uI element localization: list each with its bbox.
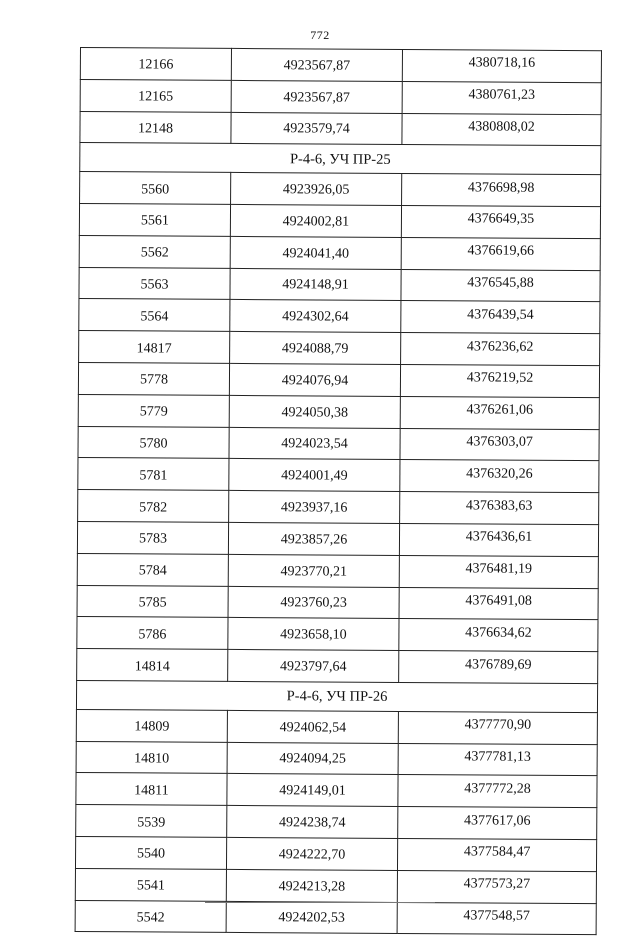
- x-coordinate-cell: 4924062,54: [227, 710, 398, 743]
- point-number-cell: 5784: [77, 553, 228, 586]
- point-number-cell: 5562: [79, 235, 230, 268]
- table-row: [80, 48, 601, 83]
- table-row: [80, 172, 601, 207]
- x-coordinate-cell: 4924001,49: [229, 459, 400, 492]
- point-number-cell: 5779: [78, 394, 229, 427]
- section-header-row: [76, 680, 597, 712]
- table-row: [76, 741, 597, 776]
- y-coordinate-cell: 4376789,69: [399, 651, 598, 684]
- x-coordinate-cell: 4924002,81: [230, 204, 401, 237]
- table-row: [80, 111, 601, 146]
- point-number-cell: 5778: [78, 362, 229, 395]
- x-coordinate-cell: 4923760,23: [228, 586, 399, 619]
- x-coordinate-cell: 4924149,01: [227, 774, 398, 807]
- y-coordinate-cell: 4377770,90: [398, 711, 597, 744]
- y-coordinate-cell: 4376649,35: [401, 205, 600, 238]
- y-coordinate-cell: 4380718,16: [402, 49, 601, 82]
- x-coordinate-cell: 4924076,94: [229, 363, 400, 396]
- table-row: [77, 521, 598, 556]
- y-coordinate-cell: 4380761,23: [402, 81, 601, 114]
- x-coordinate-cell: 4924222,70: [226, 837, 397, 870]
- x-coordinate-cell: 4924213,28: [226, 869, 397, 902]
- table-row: [80, 79, 601, 114]
- x-coordinate-cell: 4924148,91: [230, 268, 401, 301]
- point-number-cell: 5785: [77, 585, 228, 618]
- x-coordinate-cell: 4923770,21: [228, 554, 399, 587]
- y-coordinate-cell: 4376619,66: [401, 237, 600, 270]
- y-coordinate-cell: 4376303,07: [400, 428, 599, 461]
- y-coordinate-cell: 4376634,62: [399, 619, 598, 652]
- table-row: [78, 490, 599, 525]
- x-coordinate-cell: 4924302,64: [230, 300, 401, 333]
- table-row: [77, 649, 598, 684]
- point-number-cell: 5564: [79, 299, 230, 332]
- point-number-cell: 5542: [75, 900, 226, 933]
- x-coordinate-cell: 4924023,54: [229, 427, 400, 460]
- x-coordinate-cell: 4924202,53: [226, 901, 397, 934]
- table-row: [79, 267, 600, 302]
- table-row: [77, 617, 598, 652]
- point-number-cell: 5780: [78, 426, 229, 459]
- x-coordinate-cell: 4924094,25: [227, 742, 398, 775]
- point-number-cell: 5540: [75, 836, 226, 869]
- table-row: [79, 331, 600, 366]
- table-row: [76, 709, 597, 744]
- coordinates-table: [75, 47, 602, 935]
- table-row: [75, 836, 596, 871]
- x-coordinate-cell: 4923658,10: [228, 618, 399, 651]
- y-coordinate-cell: 4376261,06: [400, 396, 599, 429]
- section-title: Р-4-6, УЧ ПР-25: [80, 143, 601, 175]
- point-number-cell: 5560: [80, 172, 231, 205]
- table-row: [77, 553, 598, 588]
- point-number-cell: 12165: [80, 79, 231, 112]
- point-number-cell: 14809: [76, 709, 227, 742]
- table-row: [78, 362, 599, 397]
- x-coordinate-cell: 4923567,87: [231, 80, 402, 113]
- table-row: [79, 299, 600, 334]
- table-row: [79, 203, 600, 238]
- table-row: [78, 394, 599, 429]
- y-coordinate-cell: 4377617,06: [398, 807, 597, 840]
- y-coordinate-cell: 4377548,57: [397, 902, 596, 935]
- y-coordinate-cell: 4380808,02: [402, 113, 601, 146]
- x-coordinate-cell: 4924088,79: [230, 332, 401, 365]
- y-coordinate-cell: 4376436,61: [399, 523, 598, 556]
- y-coordinate-cell: 4376481,19: [399, 555, 598, 588]
- point-number-cell: 14817: [79, 331, 230, 364]
- table-row: [78, 458, 599, 493]
- point-number-cell: 5783: [77, 521, 228, 554]
- x-coordinate-cell: 4924050,38: [229, 395, 400, 428]
- y-coordinate-cell: 4376383,63: [400, 492, 599, 525]
- y-coordinate-cell: 4377772,28: [398, 775, 597, 808]
- y-coordinate-cell: 4377573,27: [397, 870, 596, 903]
- table-row: [76, 773, 597, 808]
- point-number-cell: 5782: [78, 490, 229, 523]
- table-row: [77, 585, 598, 620]
- coordinates-table-body: [75, 48, 601, 935]
- x-coordinate-cell: 4923567,87: [231, 48, 402, 81]
- y-coordinate-cell: 4376545,88: [401, 269, 600, 302]
- y-coordinate-cell: 4376236,62: [401, 333, 600, 366]
- table-row: [76, 805, 597, 840]
- section-title: Р-4-6, УЧ ПР-26: [76, 680, 597, 712]
- x-coordinate-cell: 4923857,26: [228, 522, 399, 555]
- y-coordinate-cell: 4377781,13: [398, 743, 597, 776]
- point-number-cell: 14811: [76, 773, 227, 806]
- point-number-cell: 5541: [75, 868, 226, 901]
- point-number-cell: 14814: [77, 649, 228, 682]
- table-row: [75, 900, 596, 935]
- table-row: [75, 868, 596, 903]
- section-header-row: [80, 143, 601, 175]
- y-coordinate-cell: 4377584,47: [397, 838, 596, 871]
- y-coordinate-cell: 4376320,26: [400, 460, 599, 493]
- x-coordinate-cell: 4923937,16: [229, 491, 400, 524]
- x-coordinate-cell: 4923926,05: [231, 173, 402, 206]
- x-coordinate-cell: 4923579,74: [231, 112, 402, 145]
- point-number-cell: 5563: [79, 267, 230, 300]
- page-bottom-rule: [205, 902, 435, 903]
- point-number-cell: 5786: [77, 617, 228, 650]
- x-coordinate-cell: 4924041,40: [230, 236, 401, 269]
- point-number-cell: 5561: [79, 203, 230, 236]
- point-number-cell: 14810: [76, 741, 227, 774]
- point-number-cell: 12166: [80, 48, 231, 81]
- x-coordinate-cell: 4924238,74: [227, 806, 398, 839]
- y-coordinate-cell: 4376491,08: [399, 587, 598, 620]
- y-coordinate-cell: 4376698,98: [402, 174, 601, 207]
- y-coordinate-cell: 4376219,52: [400, 364, 599, 397]
- page-number: 772: [310, 28, 330, 42]
- table-row: [78, 426, 599, 461]
- point-number-cell: 5539: [76, 805, 227, 838]
- table-row: [79, 235, 600, 270]
- x-coordinate-cell: 4923797,64: [228, 650, 399, 683]
- y-coordinate-cell: 4376439,54: [401, 301, 600, 334]
- point-number-cell: 5781: [78, 458, 229, 491]
- point-number-cell: 12148: [80, 111, 231, 144]
